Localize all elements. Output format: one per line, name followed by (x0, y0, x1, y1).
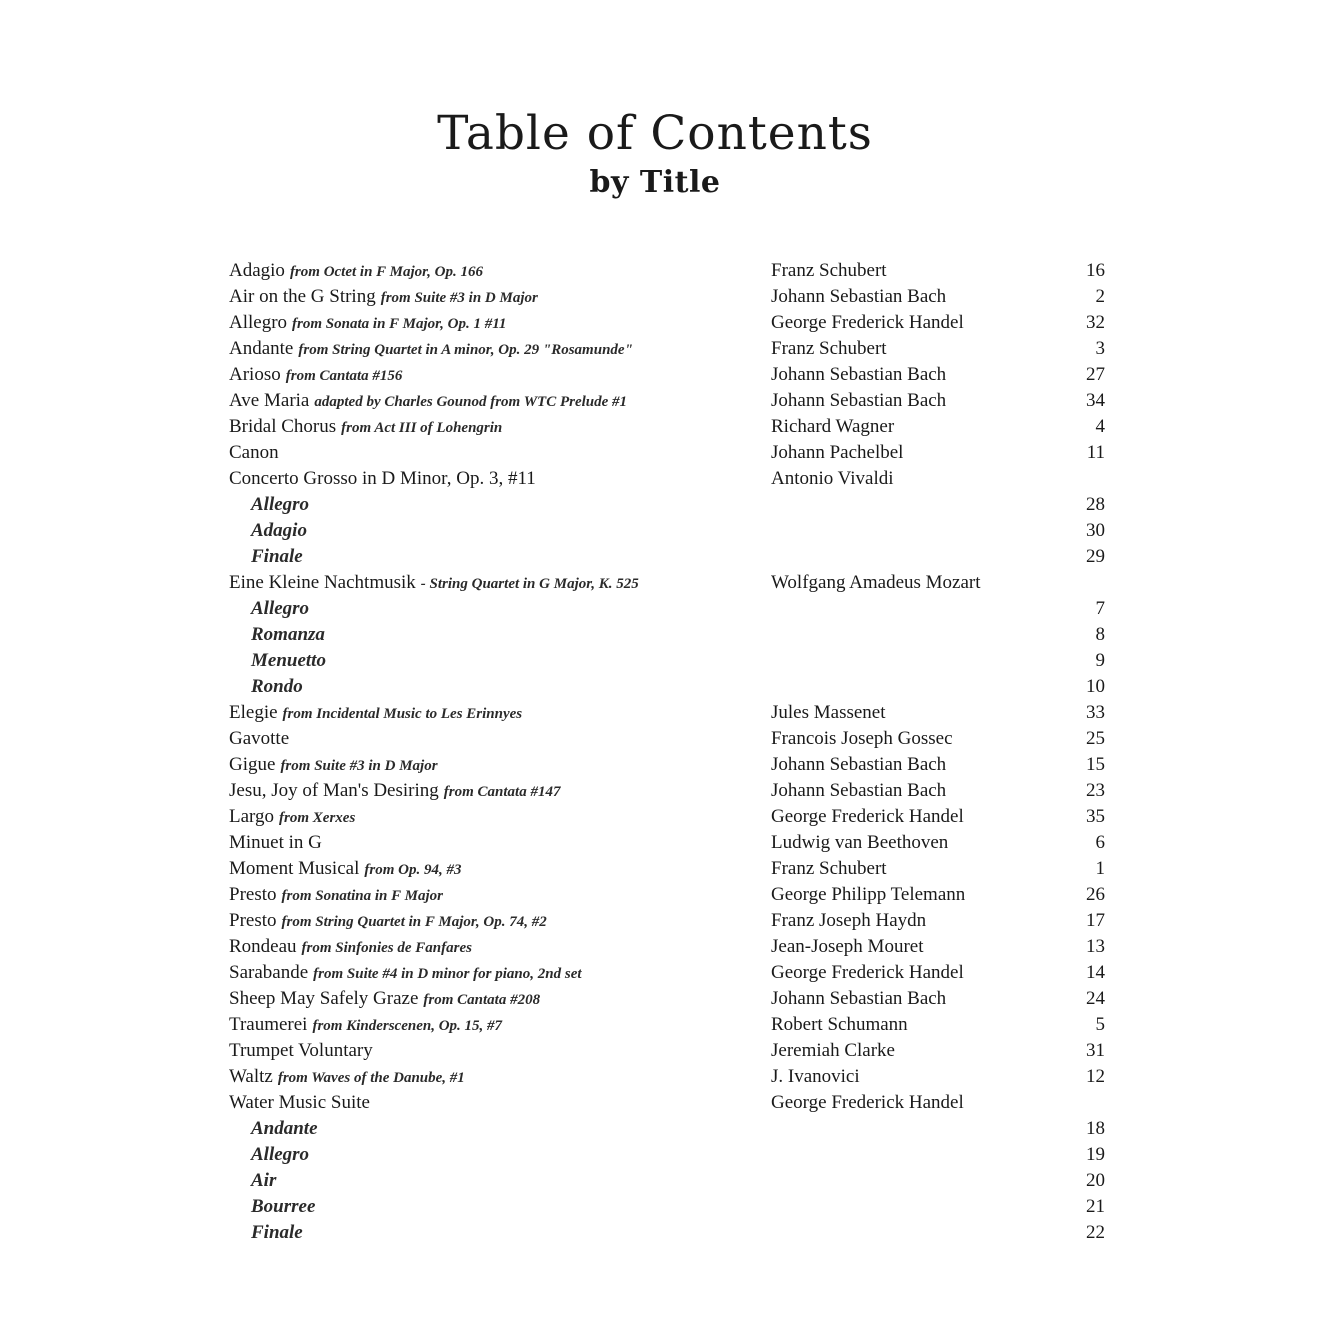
entry-title: Finale (251, 1222, 303, 1243)
entry-page-number: 8 (1095, 624, 1105, 645)
entry-composer: Johann Sebastian Bach (771, 988, 947, 1009)
entry-title-cell (229, 1038, 373, 1064)
entry-title: Bridal Chorus (229, 416, 337, 437)
toc-entry (229, 908, 1105, 934)
entry-source: from Kinderscenen, Op. 15, #7 (312, 1018, 503, 1034)
entry-composer: Ludwig van Beethoven (771, 832, 949, 853)
entry-title-cell (229, 908, 547, 935)
entry-source: from Cantata #147 (443, 784, 561, 800)
entry-composer: Franz Joseph Haydn (771, 910, 927, 931)
entry-page-number: 22 (1086, 1222, 1105, 1243)
entry-title-cell (229, 778, 560, 805)
entry-title-cell (229, 960, 582, 987)
entry-page-number: 9 (1095, 650, 1105, 671)
entry-page-number: 30 (1086, 520, 1105, 541)
entry-title-cell (251, 492, 309, 518)
toc-entry (229, 336, 1105, 362)
entry-title-cell (229, 414, 502, 441)
entry-title-cell (251, 1142, 309, 1168)
entry-source: from String Quartet in F Major, Op. 74, #2 (281, 914, 547, 930)
toc-subentry (229, 1168, 1105, 1194)
toc-entry (229, 362, 1105, 388)
entry-page-number: 5 (1095, 1014, 1105, 1035)
entry-title: Allegro (229, 312, 288, 333)
entry-page-number: 12 (1086, 1066, 1105, 1087)
entry-title-cell (251, 1220, 303, 1246)
entry-composer: Johann Sebastian Bach (771, 754, 947, 775)
entry-title-cell (229, 310, 506, 337)
entry-composer: Richard Wagner (771, 416, 895, 437)
entry-title: Gigue (229, 754, 276, 775)
entry-title: Arioso (229, 364, 281, 385)
entry-composer: Jean-Joseph Mouret (771, 936, 924, 957)
entry-title-cell (229, 1012, 502, 1039)
entry-page-number: 32 (1086, 312, 1105, 333)
entry-title: Sarabande (229, 962, 309, 983)
entry-title-cell (229, 700, 522, 727)
entry-source: from Xerxes (279, 810, 356, 826)
toc-entry (229, 986, 1105, 1012)
entry-title: Eine Kleine Nachtmusik (229, 572, 416, 593)
entry-title: Andante (251, 1118, 318, 1139)
entry-title-cell (251, 648, 326, 674)
toc-subentry (229, 492, 1105, 518)
entry-title: Allegro (251, 598, 310, 619)
entry-title-cell (229, 882, 443, 909)
entry-title-cell (251, 1194, 315, 1220)
entry-title-cell (229, 466, 536, 492)
entry-title: Water Music Suite (229, 1092, 370, 1113)
entry-page-number: 19 (1086, 1144, 1105, 1165)
entry-page-number: 29 (1086, 546, 1105, 567)
entry-title-cell (251, 1116, 318, 1142)
toc-entry (229, 414, 1105, 440)
toc-entry (229, 388, 1105, 414)
entry-page-number: 14 (1086, 962, 1105, 983)
entry-composer: Jules Massenet (771, 702, 886, 723)
entry-page-number: 11 (1086, 442, 1105, 463)
toc-subentry (229, 648, 1105, 674)
entry-composer: Robert Schumann (771, 1014, 908, 1035)
entry-composer: Johann Pachelbel (771, 442, 904, 463)
entry-page-number: 17 (1086, 910, 1105, 931)
entry-composer: Franz Schubert (771, 260, 887, 281)
entry-title: Rondo (251, 676, 303, 697)
entry-title: Romanza (251, 624, 325, 645)
entry-title: Menuetto (251, 650, 326, 671)
toc-subentry (229, 1142, 1105, 1168)
entry-page-number: 24 (1086, 988, 1105, 1009)
toc-entry (229, 570, 1105, 596)
entry-source: from Sonata in F Major, Op. 1 #11 (292, 316, 507, 332)
entry-title-cell (229, 336, 633, 363)
toc-entry (229, 726, 1105, 752)
entry-title: Andante (229, 338, 294, 359)
toc-list (229, 258, 1105, 1246)
toc-entry (229, 882, 1105, 908)
entry-title-cell (229, 570, 639, 597)
entry-composer: Johann Sebastian Bach (771, 390, 947, 411)
entry-title-cell (229, 440, 279, 466)
entry-source: from String Quartet in A minor, Op. 29 "Rosamunde" (298, 342, 633, 358)
entry-title-cell (229, 986, 540, 1013)
entry-title: Canon (229, 442, 279, 463)
toc-entry (229, 440, 1105, 466)
entry-composer: George Frederick Handel (771, 312, 964, 333)
entry-source: from Act III of Lohengrin (341, 420, 503, 436)
entry-title: Ave Maria (229, 390, 310, 411)
entry-title: Rondeau (229, 936, 297, 957)
entry-page-number: 35 (1086, 806, 1105, 827)
entry-title: Presto (229, 884, 277, 905)
entry-source: from Incidental Music to Les Erinnyes (282, 706, 523, 722)
entry-page-number: 31 (1086, 1040, 1105, 1061)
entry-composer: Johann Sebastian Bach (771, 780, 947, 801)
page-title: Table of Contents (437, 106, 873, 161)
entry-title: Adagio (229, 260, 285, 281)
toc-subentry (229, 674, 1105, 700)
entry-page-number: 21 (1086, 1196, 1105, 1217)
entry-source: - String Quartet in G Major, K. 525 (420, 576, 639, 592)
toc-entry (229, 1090, 1105, 1116)
entry-page-number: 25 (1086, 728, 1105, 749)
toc-subentry (229, 1194, 1105, 1220)
entry-page-number: 7 (1095, 598, 1105, 619)
toc-entry (229, 1064, 1105, 1090)
entry-source: from Suite #3 in D Major (280, 758, 438, 774)
entry-page-number: 20 (1086, 1170, 1105, 1191)
toc-subentry (229, 518, 1105, 544)
entry-title: Presto (229, 910, 277, 931)
entry-title: Largo (229, 806, 275, 827)
toc-subentry (229, 622, 1105, 648)
entry-title-cell (229, 1064, 465, 1091)
toc-subentry (229, 596, 1105, 622)
entry-title: Minuet in G (229, 832, 322, 853)
page-subtitle: by Title (589, 165, 721, 200)
toc-subentry (229, 1220, 1105, 1246)
entry-page-number: 16 (1086, 260, 1105, 281)
toc-subentry (229, 1116, 1105, 1142)
toc-entry (229, 700, 1105, 726)
toc-entry (229, 830, 1105, 856)
toc-entry (229, 752, 1105, 778)
entry-title-cell (229, 362, 402, 389)
entry-title-cell (229, 934, 472, 961)
entry-title: Air on the G String (229, 286, 376, 307)
entry-composer: George Frederick Handel (771, 962, 964, 983)
entry-title-cell (229, 284, 538, 311)
entry-composer: J. Ivanovici (771, 1066, 860, 1087)
toc-entry (229, 310, 1105, 336)
entry-title: Adagio (251, 520, 307, 541)
entry-page-number: 3 (1095, 338, 1105, 359)
toc-entry (229, 258, 1105, 284)
toc-entry (229, 466, 1105, 492)
entry-title-cell (229, 258, 483, 285)
entry-title: Bourree (251, 1196, 316, 1217)
entry-source: from Waves of the Danube, #1 (277, 1070, 465, 1086)
entry-page-number: 23 (1086, 780, 1105, 801)
entry-title-cell (251, 1168, 276, 1194)
entry-composer: Wolfgang Amadeus Mozart (771, 572, 981, 593)
entry-source: from Sonatina in F Major (281, 888, 443, 904)
entry-source: from Suite #3 in D Major (380, 290, 538, 306)
entry-composer: Franz Schubert (771, 338, 887, 359)
entry-title: Allegro (251, 494, 310, 515)
entry-page-number: 28 (1086, 494, 1105, 515)
entry-source: from Cantata #156 (285, 368, 403, 384)
toc-entry (229, 804, 1105, 830)
entry-composer: Johann Sebastian Bach (771, 364, 947, 385)
entry-title: Sheep May Safely Graze (229, 988, 419, 1009)
entry-composer: Franz Schubert (771, 858, 887, 879)
entry-composer: George Frederick Handel (771, 806, 964, 827)
entry-title: Concerto Grosso in D Minor, Op. 3, #11 (229, 468, 536, 489)
entry-title-cell (229, 1090, 370, 1116)
toc-entry (229, 856, 1105, 882)
entry-title-cell (229, 856, 461, 883)
entry-title: Finale (251, 546, 303, 567)
entry-title: Jesu, Joy of Man's Desiring (229, 780, 439, 801)
entry-title-cell (251, 674, 303, 700)
toc-heading (0, 104, 1310, 202)
entry-title-cell (251, 596, 309, 622)
entry-page-number: 13 (1086, 936, 1105, 957)
toc-entry (229, 1038, 1105, 1064)
entry-source: from Op. 94, #3 (364, 862, 462, 878)
entry-page-number: 6 (1095, 832, 1105, 853)
entry-composer: George Frederick Handel (771, 1092, 964, 1113)
entry-title-cell (251, 518, 307, 544)
entry-composer: Johann Sebastian Bach (771, 286, 947, 307)
entry-page-number: 2 (1095, 286, 1105, 307)
entry-page-number: 26 (1086, 884, 1105, 905)
entry-source: from Suite #4 in D minor for piano, 2nd set (313, 966, 582, 982)
entry-title-cell (229, 752, 438, 779)
entry-page-number: 34 (1086, 390, 1105, 411)
entry-title: Allegro (251, 1144, 310, 1165)
toc-entry (229, 934, 1105, 960)
entry-composer: Francois Joseph Gossec (771, 728, 953, 749)
entry-title-cell (229, 726, 289, 752)
entry-title-cell (251, 622, 325, 648)
entry-page-number: 27 (1086, 364, 1105, 385)
entry-title: Gavotte (229, 728, 290, 749)
entry-page-number: 18 (1086, 1118, 1105, 1139)
toc-entry (229, 778, 1105, 804)
toc-entry (229, 284, 1105, 310)
entry-page-number: 4 (1095, 416, 1105, 437)
entry-page-number: 1 (1095, 858, 1105, 879)
toc-subentry (229, 544, 1105, 570)
toc-entry (229, 960, 1105, 986)
toc-entry (229, 1012, 1105, 1038)
entry-title: Moment Musical (229, 858, 360, 879)
entry-title: Traumerei (229, 1014, 308, 1035)
entry-title-cell (229, 804, 355, 831)
entry-title: Air (251, 1170, 277, 1191)
entry-source: from Cantata #208 (423, 992, 541, 1008)
entry-page-number: 15 (1086, 754, 1105, 775)
entry-composer: Jeremiah Clarke (771, 1040, 895, 1061)
entry-page-number: 33 (1086, 702, 1105, 723)
entry-title: Elegie (229, 702, 278, 723)
entry-source: adapted by Charles Gounod from WTC Prelude #1 (314, 394, 628, 410)
entry-title-cell (251, 544, 303, 570)
entry-title-cell (229, 830, 322, 856)
entry-composer: Antonio Vivaldi (771, 468, 894, 489)
entry-title-cell (229, 388, 627, 415)
entry-title: Trumpet Voluntary (229, 1040, 373, 1061)
entry-source: from Sinfonies de Fanfares (301, 940, 472, 956)
entry-composer: George Philipp Telemann (771, 884, 966, 905)
entry-page-number: 10 (1086, 676, 1105, 697)
entry-source: from Octet in F Major, Op. 166 (289, 264, 484, 280)
entry-title: Waltz (229, 1066, 273, 1087)
